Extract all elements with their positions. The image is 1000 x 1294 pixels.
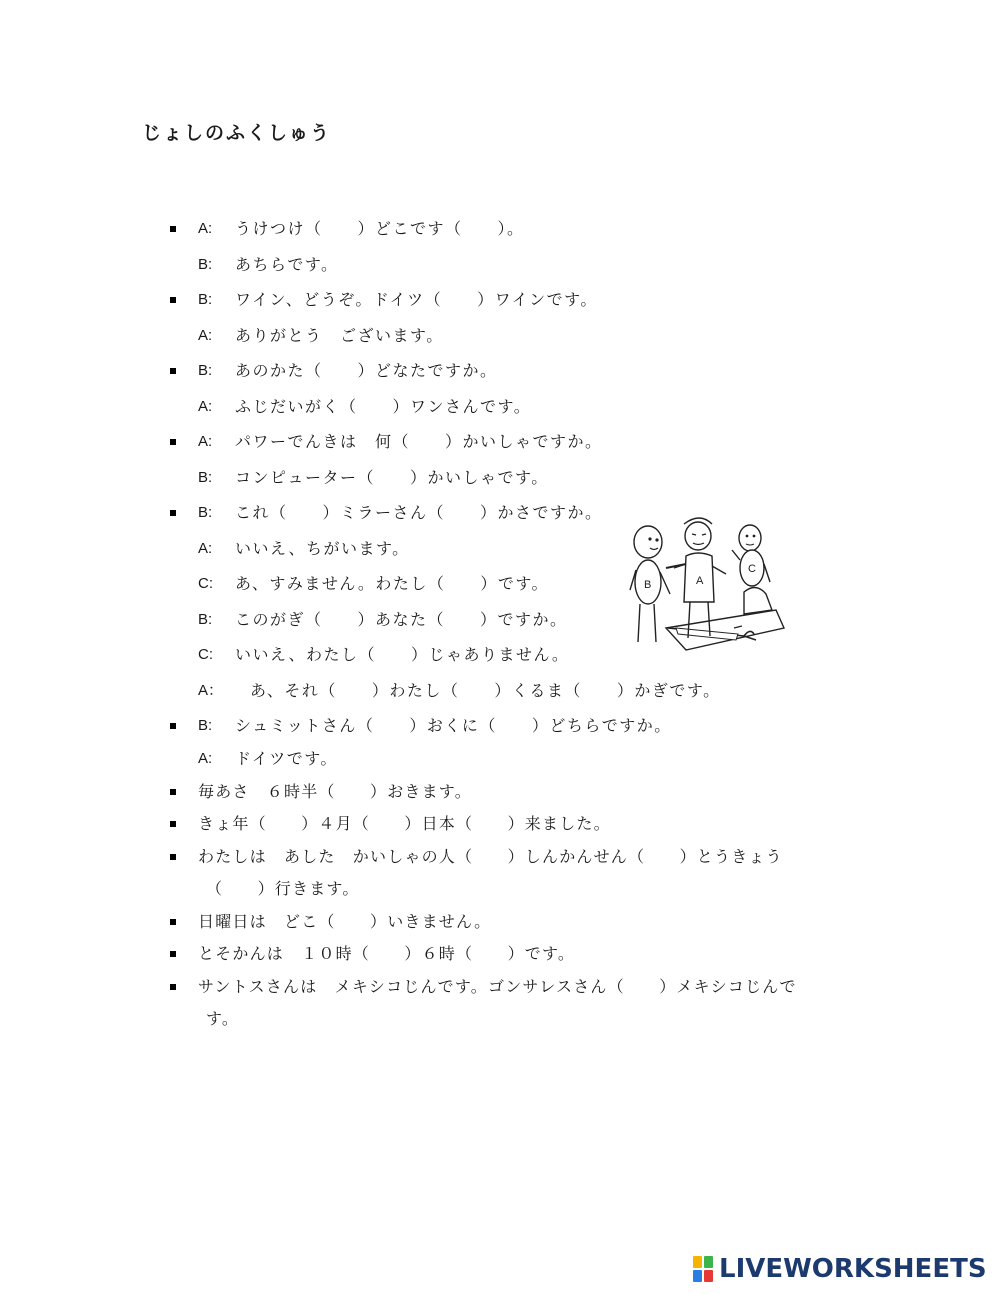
exercise-text: ドイツです。 — [235, 748, 338, 768]
exercise-text: あ、それ（ ）わたし（ ）くるま（ ）かぎです。 — [250, 680, 721, 700]
exercise-text: いいえ、ちがいます。 — [235, 538, 410, 558]
exercise-text: このがぎ（ ）あなた（ ）ですか。 — [235, 609, 568, 629]
exercise-text: す。 — [206, 1009, 240, 1028]
bullet-icon — [170, 951, 176, 957]
speaker-label: B: — [198, 610, 213, 628]
exercise-text: あ、すみません。わたし（ ）です。 — [235, 574, 550, 593]
bullet-icon — [170, 439, 176, 445]
exercise-text: これ（ ）ミラーさん（ ）かさですか。 — [235, 503, 603, 522]
speaker-label: A: — [198, 539, 213, 557]
bullet-icon — [170, 510, 176, 516]
speaker-label: A: — [198, 326, 213, 344]
speaker-label: B: — [198, 291, 213, 308]
exercise-text: うけつけ（ ）どこです（ ）。 — [235, 219, 525, 238]
people-illustration — [626, 510, 786, 655]
speaker-label: A： — [198, 681, 224, 699]
bullet-icon — [170, 789, 176, 795]
exercise-text: パワーでんきは 何（ ）かいしゃですか。 — [235, 432, 603, 451]
exercise-text: （ ）行きます。 — [206, 879, 360, 898]
exercise-text: 毎あさ ６時半（ ）おきます。 — [198, 781, 472, 801]
exercise-text: シュミットさん（ ）おくに（ ）どちらですか。 — [235, 715, 672, 735]
exercise-text: あちらです。 — [235, 254, 339, 274]
logo-text: LIVEWORKSHEETS — [719, 1254, 987, 1284]
bullet-icon — [170, 226, 176, 232]
bullet-icon — [170, 854, 176, 860]
bullet-icon — [170, 984, 176, 990]
exercise-text: ありがとう ございます。 — [235, 325, 444, 345]
speaker-label: B: — [198, 468, 213, 486]
speaker-label: A: — [198, 749, 213, 767]
speaker-label: C: — [198, 646, 213, 663]
exercise-text: ふじだいがく（ ）ワンさんです。 — [235, 396, 532, 416]
exercise-text: サントスさんは メキシコじんです。ゴンサレスさん（ ）メキシコじんで — [198, 976, 797, 996]
bullet-icon — [170, 821, 176, 827]
speaker-label: B: — [198, 362, 213, 379]
speaker-label: A: — [198, 397, 213, 415]
exercise-text: あのかた（ ）どなたですか。 — [235, 361, 498, 380]
speaker-label: B: — [198, 255, 213, 273]
bullet-icon — [170, 723, 176, 729]
exercise-text: いいえ、わたし（ ）じゃありません。 — [235, 645, 570, 664]
bullet-icon — [170, 368, 176, 374]
figure-label-c: C — [748, 563, 756, 575]
figure-label-a: A — [696, 575, 704, 587]
speaker-label: C: — [198, 575, 213, 592]
liveworksheets-logo-icon — [693, 1256, 715, 1282]
exercise-text: きょ年（ ）４月（ ）日本（ ）来ました。 — [198, 814, 611, 833]
exercise-text: わたしは あした かいしゃの人（ ）しんかんせん（ ）とうきょう — [198, 846, 783, 866]
exercise-text: ワイン、どうぞ。ドイツ（ ）ワインです。 — [235, 290, 598, 309]
speaker-label: B: — [198, 504, 213, 521]
page-title: じょしのふくしゅう — [142, 122, 332, 144]
speaker-label: B: — [198, 716, 213, 734]
bullet-icon — [170, 297, 176, 303]
liveworksheets-logo — [693, 1254, 987, 1284]
exercise-text: コンピューター（ ）かいしゃです。 — [235, 467, 549, 487]
exercise-text: 日曜日は どこ（ ）いきません。 — [198, 911, 492, 931]
speaker-label: A: — [198, 220, 213, 237]
exercise-text: とそかんは １０時（ ）６時（ ）です。 — [198, 944, 576, 963]
speaker-label: A: — [198, 433, 213, 450]
bullet-icon — [170, 919, 176, 925]
figure-label-b: B — [644, 579, 652, 591]
